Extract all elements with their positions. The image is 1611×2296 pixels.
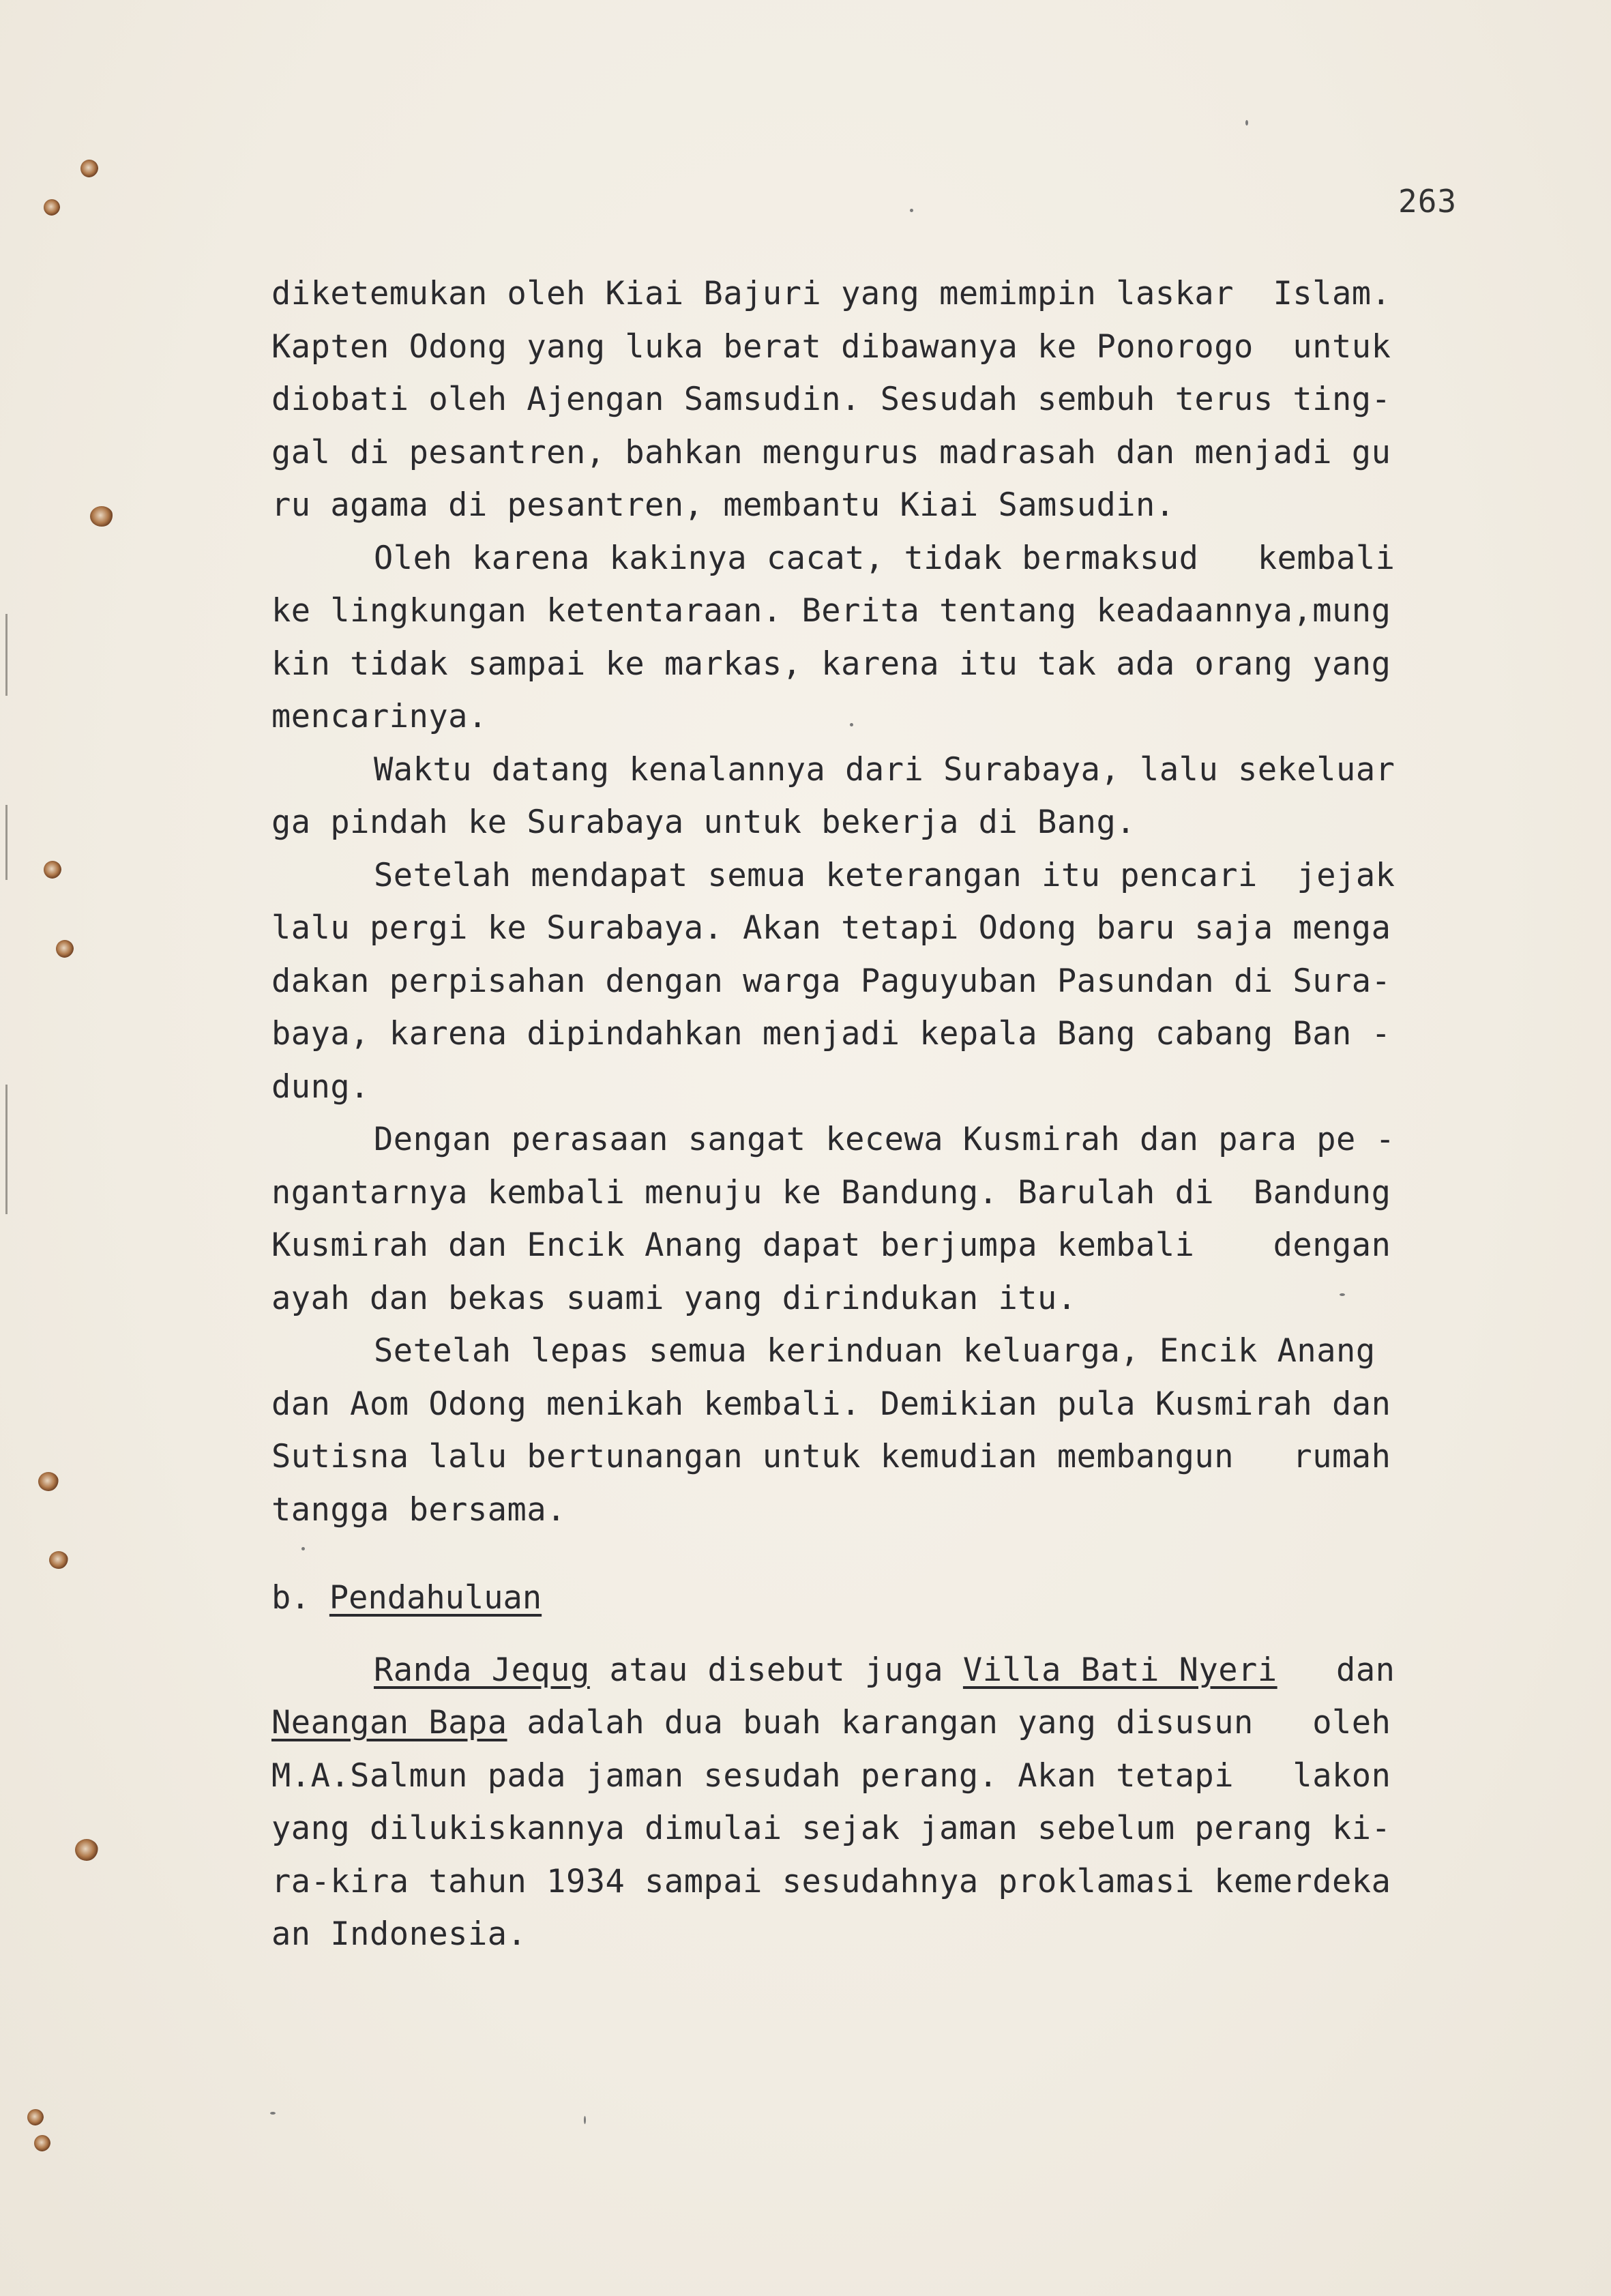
text-line: Dengan perasaan sangat kecewa Kusmirah dan para pe - — [374, 1121, 1395, 1158]
spacer — [271, 1536, 1472, 1572]
text-line: dan Aom Odong menikah kembali. Demikian pula Kusmirah dan — [271, 1385, 1391, 1423]
text-line: lalu pergi ke Surabaya. Akan tetapi Odong baru saja menga — [271, 909, 1391, 947]
paragraph — [271, 744, 1472, 849]
paper-speck — [1245, 120, 1248, 126]
paper-speck — [270, 2112, 276, 2115]
text-line: dakan perpisahan dengan warga Paguyuban Pasundan di Sura- — [271, 962, 1391, 1000]
page-edge-shadow — [5, 614, 8, 696]
title-neangan-bapa: Neangan Bapa — [271, 1704, 507, 1741]
paragraph — [271, 1644, 1472, 1961]
text-line: an Indonesia. — [271, 1915, 527, 1953]
body-text — [271, 267, 1472, 1961]
text-line: kin tidak sampai ke markas, karena itu tak ada orang yang — [271, 645, 1391, 683]
text-line: ngantarnya kembali menuju ke Bandung. Barulah di Bandung — [271, 1173, 1391, 1211]
text-line: ru agama di pesantren, membantu Kiai Samsudin. — [271, 486, 1175, 524]
text-line: Setelah mendapat semua keterangan itu pencari jejak — [374, 856, 1395, 894]
punch-hole-mark — [44, 861, 61, 879]
text-line: mencarinya. — [271, 698, 488, 735]
paper-speck — [910, 209, 913, 212]
text-line: yang dilukiskannya dimulai sejak jaman sebelum perang ki- — [271, 1810, 1391, 1847]
page-edge-shadow — [5, 1085, 8, 1214]
text-line: Kusmirah dan Encik Anang dapat berjumpa kembali dengan — [271, 1226, 1391, 1264]
punch-hole-mark — [34, 2135, 50, 2151]
text-line: ga pindah ke Surabaya untuk bekerja di Bang. — [271, 804, 1136, 841]
text-line: Kapten Odong yang luka berat dibawanya ke Ponorogo untuk — [271, 327, 1391, 366]
text-line: Setelah lepas semua kerinduan keluarga, Encik Anang — [374, 1332, 1376, 1370]
section-title: Pendahuluan — [329, 1579, 542, 1617]
text-line: M.A.Salmun pada jaman sesudah perang. Akan tetapi lakon — [271, 1756, 1391, 1795]
text-line: Waktu datang kenalannya dari Surabaya, lalu sekeluar — [374, 750, 1395, 789]
punch-hole-mark — [75, 1839, 98, 1861]
text-fragment: dan — [1277, 1651, 1395, 1689]
text-line: Oleh karena kakinya cacat, tidak bermaksud kembali — [374, 539, 1395, 577]
page-number: 263 — [1398, 183, 1458, 220]
section-heading — [271, 1572, 1472, 1625]
text-line: tangga bersama. — [271, 1490, 566, 1529]
punch-hole-mark — [38, 1472, 59, 1491]
text-fragment: adalah dua buah karangan yang disusun oleh — [507, 1704, 1391, 1741]
punch-hole-mark — [56, 940, 74, 958]
text-line: Sutisna lalu bertunangan untuk kemudian membangun rumah — [271, 1438, 1391, 1475]
paragraph — [271, 532, 1472, 744]
text-line: ke lingkungan ketentaraan. Berita tentang keadaannya,mung — [271, 592, 1391, 630]
punch-hole-mark — [49, 1551, 68, 1569]
page-edge-shadow — [5, 805, 8, 880]
punch-hole-mark — [90, 506, 113, 527]
text-line — [271, 1696, 1472, 1750]
paragraph — [271, 1325, 1472, 1536]
punch-hole-mark — [80, 160, 98, 177]
text-line: diobati oleh Ajengan Samsudin. Sesudah sembuh terus ting- — [271, 381, 1391, 418]
title-randa-jegug: Randa Jequg — [374, 1651, 590, 1689]
title-villa-bati-nyeri: Villa Bati Nyeri — [962, 1651, 1277, 1689]
text-line — [271, 1644, 1472, 1697]
text-line: diketemukan oleh Kiai Bajuri yang memimpin laskar Islam. — [271, 275, 1391, 312]
punch-hole-mark — [27, 2109, 44, 2125]
text-line: ayah dan bekas suami yang dirindukan itu. — [271, 1279, 1077, 1317]
text-fragment: atau disebut juga — [589, 1651, 963, 1689]
text-line: baya, karena dipindahkan menjadi kepala Bang cabang Ban - — [271, 1015, 1391, 1053]
punch-hole-mark — [44, 199, 60, 216]
text-line: ra-kira tahun 1934 sampai sesudahnya proklamasi kemerdeka — [271, 1862, 1391, 1900]
paragraph — [271, 849, 1472, 1114]
section-marker: b. — [271, 1579, 310, 1617]
paper-speck — [584, 2116, 586, 2124]
text-line: gal di pesantren, bahkan mengurus madrasah dan menjadi gu — [271, 433, 1391, 471]
paragraph — [271, 267, 1472, 532]
paragraph — [271, 1113, 1472, 1325]
spacer — [271, 1625, 1472, 1644]
text-line: dung. — [271, 1068, 370, 1106]
